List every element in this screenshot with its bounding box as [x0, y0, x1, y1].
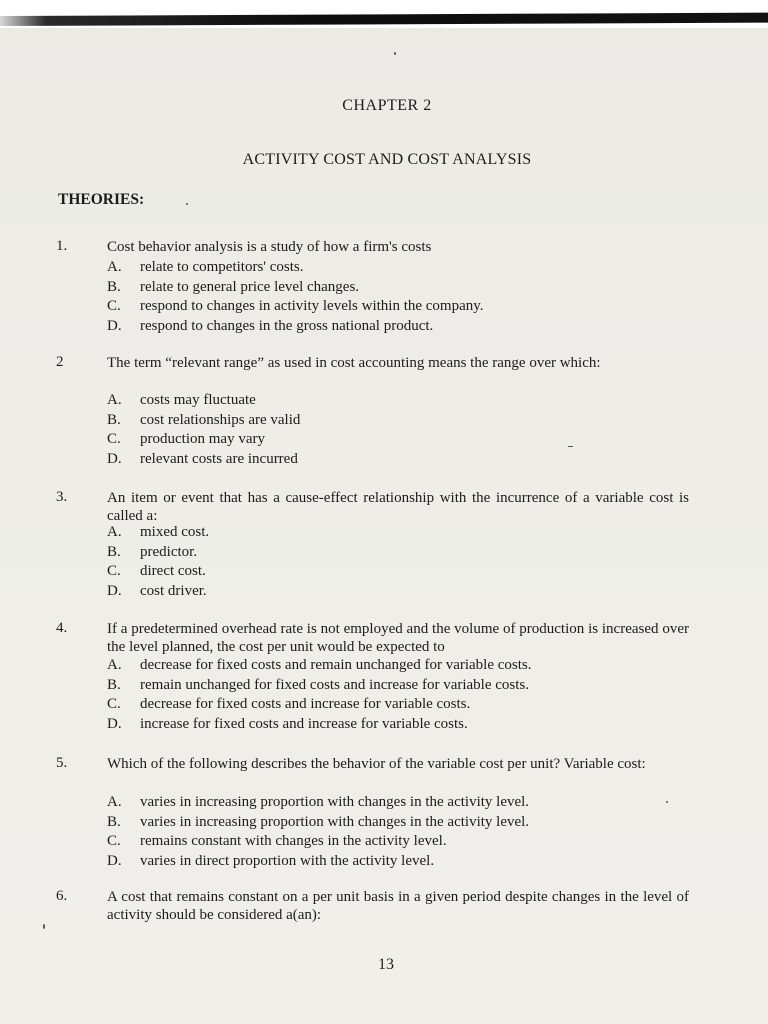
question-stem: The term “relevant range” as used in cost accounting means the range over which: — [107, 355, 601, 371]
option-text: respond to changes in activity levels within the company. — [140, 298, 484, 314]
chapter-title: ACTIVITY COST AND COST ANALYSIS — [242, 151, 532, 168]
option-b — [107, 543, 707, 563]
question-options — [107, 258, 707, 336]
question-number: 2 — [56, 354, 64, 370]
option-text: cost relationships are valid — [140, 411, 301, 428]
question-options — [107, 793, 707, 871]
question-stem: Which of the following describes the behavior of the variable cost per unit? Variable cost: — [107, 756, 646, 772]
option-c — [107, 832, 707, 852]
option-text: predictor. — [140, 543, 198, 560]
option-letter: C. — [107, 833, 121, 849]
option-text: varies in increasing proportion with changes in the activity level. — [140, 813, 530, 830]
option-letter: D. — [107, 450, 122, 467]
option-text: increase for fixed costs and increase for variable costs. — [140, 715, 468, 732]
option-letter: D. — [107, 852, 122, 869]
option-d — [107, 450, 707, 470]
option-letter: A. — [107, 259, 122, 275]
option-a — [107, 523, 707, 543]
option-letter: B. — [107, 543, 121, 560]
option-a — [107, 258, 707, 278]
question-number: 1. — [56, 238, 68, 254]
option-b — [107, 676, 707, 696]
option-c — [107, 562, 707, 582]
option-letter: B. — [107, 676, 121, 693]
option-letter: A. — [107, 524, 122, 540]
question-stem: Cost behavior analysis is a study of how a firm's costs — [107, 239, 432, 255]
option-b — [107, 411, 707, 431]
section-heading: THEORIES: — [58, 191, 145, 208]
question-options — [107, 391, 707, 469]
option-text: varies in direct proportion with the activity level. — [140, 852, 435, 869]
option-letter: C. — [107, 431, 121, 447]
option-text: cost driver. — [140, 582, 207, 599]
option-text: direct cost. — [140, 563, 206, 579]
option-letter: C. — [107, 696, 121, 712]
option-letter: D. — [107, 582, 122, 599]
option-text: relate to competitors' costs. — [140, 259, 304, 275]
scan-speck — [666, 801, 668, 803]
option-a — [107, 391, 707, 411]
option-letter: C. — [107, 298, 121, 314]
option-letter: A. — [107, 392, 122, 408]
option-letter: C. — [107, 563, 121, 579]
option-text: decrease for fixed costs and increase for variable costs. — [140, 696, 471, 712]
page-number: 13 — [378, 956, 394, 973]
question-stem: A cost that remains constant on a per unit basis in a given period despite changes in the level of activity should be considered a(an): — [107, 889, 689, 923]
question-options — [107, 523, 707, 601]
question-number: 6. — [56, 888, 68, 904]
option-d — [107, 582, 707, 602]
question-stem: If a predetermined overhead rate is not employed and the volume of production is increased over the level planned, the cost per unit would be expected to — [107, 621, 689, 655]
question-number: 5. — [56, 755, 68, 771]
option-letter: B. — [107, 278, 121, 295]
option-text: remain unchanged for fixed costs and increase for variable costs. — [140, 676, 530, 693]
option-d — [107, 852, 707, 872]
scan-speck — [43, 924, 45, 929]
option-c — [107, 430, 707, 450]
option-d — [107, 715, 707, 735]
option-text: relevant costs are incurred — [140, 450, 298, 467]
chapter-heading: CHAPTER 2 — [342, 97, 432, 114]
option-b — [107, 813, 707, 833]
scan-speck — [394, 52, 396, 55]
option-c — [107, 695, 707, 715]
option-text: remains constant with changes in the activity level. — [140, 833, 447, 849]
option-text: costs may fluctuate — [140, 392, 256, 408]
option-letter: B. — [107, 813, 121, 830]
question-number: 3. — [56, 489, 68, 505]
option-text: production may vary — [140, 431, 265, 447]
option-text: respond to changes in the gross national product. — [140, 317, 434, 334]
option-letter: A. — [107, 657, 122, 673]
option-a — [107, 656, 707, 676]
option-letter: D. — [107, 715, 122, 732]
option-d — [107, 317, 707, 337]
option-text: mixed cost. — [140, 524, 210, 540]
option-c — [107, 297, 707, 317]
option-b — [107, 278, 707, 298]
option-letter: D. — [107, 317, 122, 334]
question-number: 4. — [56, 620, 68, 636]
scan-speck — [568, 446, 573, 447]
option-text: decrease for fixed costs and remain unchanged for variable costs. — [140, 657, 532, 673]
option-text: varies in increasing proportion with changes in the activity level. — [140, 794, 530, 810]
option-letter: B. — [107, 411, 121, 428]
question-stem: An item or event that has a cause-effect relationship with the incurrence of a variable cost is called a: — [107, 490, 689, 524]
scan-speck — [186, 203, 188, 205]
option-letter: A. — [107, 794, 122, 810]
option-text: relate to general price level changes. — [140, 278, 360, 295]
question-options — [107, 656, 707, 734]
option-a — [107, 793, 707, 813]
